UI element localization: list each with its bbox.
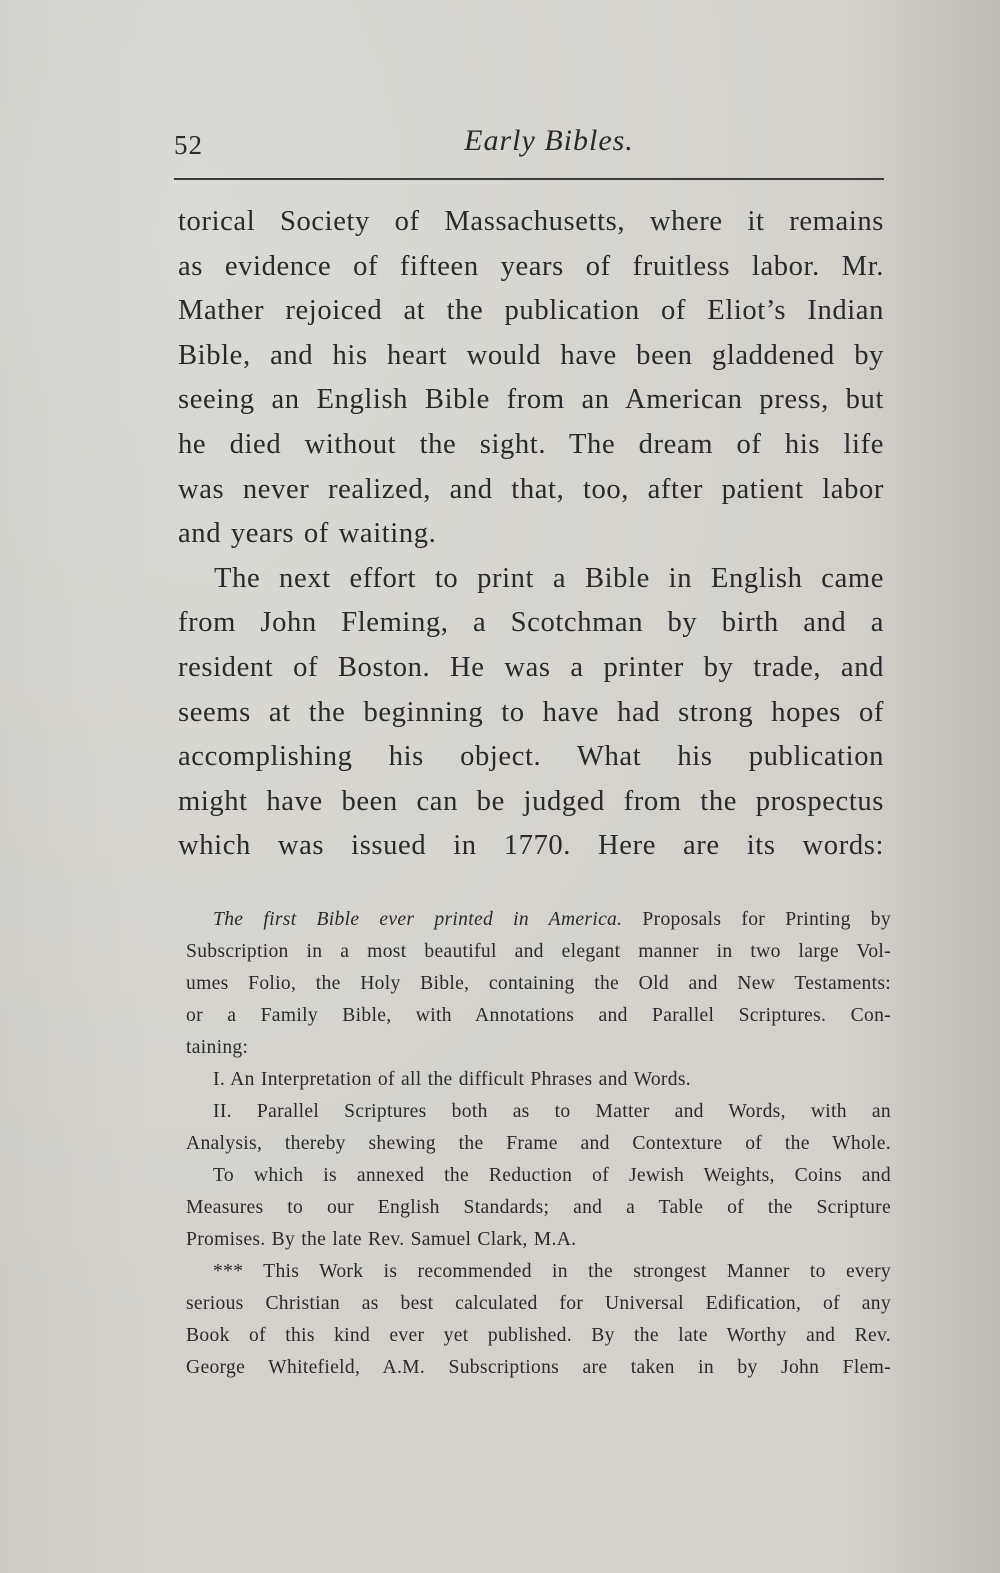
- quote-line: or a Family Bible, with Annotations and Parallel Scriptures. Con-: [186, 1005, 891, 1026]
- quote-line: *** This Work is recommended in the strongest Manner to every: [213, 1261, 891, 1282]
- body-line: as evidence of fifteen years of fruitless labor. Mr.: [178, 250, 884, 282]
- body-line: and years of waiting.: [178, 518, 437, 550]
- quote-line: Book of this kind ever yet published. By the late Worthy and Rev.: [186, 1325, 891, 1346]
- quote-line: taining:: [186, 1037, 249, 1058]
- page-header: [174, 120, 884, 170]
- quote-line: umes Folio, the Holy Bible, containing the Old and New Testaments:: [186, 973, 891, 994]
- quote-line: II. Parallel Scriptures both as to Matter and Words, with an: [213, 1101, 891, 1122]
- quote-line: I. An Interpretation of all the difficult Phrases and Words.: [213, 1069, 691, 1090]
- running-title: Early Bibles.: [464, 124, 634, 157]
- body-line: seems at the beginning to have had strong hopes of: [178, 696, 884, 728]
- body-line: he died without the sight. The dream of his life: [178, 428, 884, 460]
- quote-line: George Whitefield, A.M. Subscriptions are taken in by John Flem-: [186, 1357, 891, 1378]
- body-line: was never realized, and that, too, after patient labor: [178, 473, 884, 505]
- page-number: 52: [174, 130, 203, 160]
- body-line: Bible, and his heart would have been gladdened by: [178, 339, 884, 371]
- body-line: Mather rejoiced at the publication of Eliot’s Indian: [178, 295, 884, 327]
- quote-text: Proposals for Printing by: [642, 909, 891, 930]
- quote-line: Promises. By the late Rev. Samuel Clark, M.A.: [186, 1229, 577, 1250]
- body-line: accomplishing his object. What his publication: [178, 741, 884, 773]
- body-text: [178, 200, 884, 869]
- quote-line: serious Christian as best calculated for Universal Edification, of any: [186, 1293, 891, 1314]
- quote-line: Measures to our English Standards; and a Table of the Scripture: [186, 1197, 891, 1218]
- header-rule: [174, 178, 884, 180]
- quote-title: The first Bible ever printed in America.: [213, 909, 623, 930]
- body-line: seeing an English Bible from an American press, but: [178, 384, 884, 416]
- body-line: torical Society of Massachusetts, where it remains: [178, 206, 884, 237]
- quote-line: [186, 904, 891, 936]
- body-line: from John Fleming, a Scotchman by birth and a: [178, 607, 884, 639]
- body-line: might have been can be judged from the prospectus: [178, 785, 884, 817]
- quote-line: Subscription in a most beautiful and elegant manner in two large Vol-: [186, 941, 891, 962]
- body-line: resident of Boston. He was a printer by trade, and: [178, 651, 884, 683]
- prospectus-quote: [186, 904, 891, 1384]
- body-line: which was issued in 1770. Here are its words:: [178, 830, 884, 862]
- quote-line: Analysis, thereby shewing the Frame and Contexture of the Whole.: [186, 1133, 891, 1154]
- body-line: The next effort to print a Bible in English came: [214, 562, 884, 594]
- quote-line: To which is annexed the Reduction of Jewish Weights, Coins and: [213, 1165, 891, 1186]
